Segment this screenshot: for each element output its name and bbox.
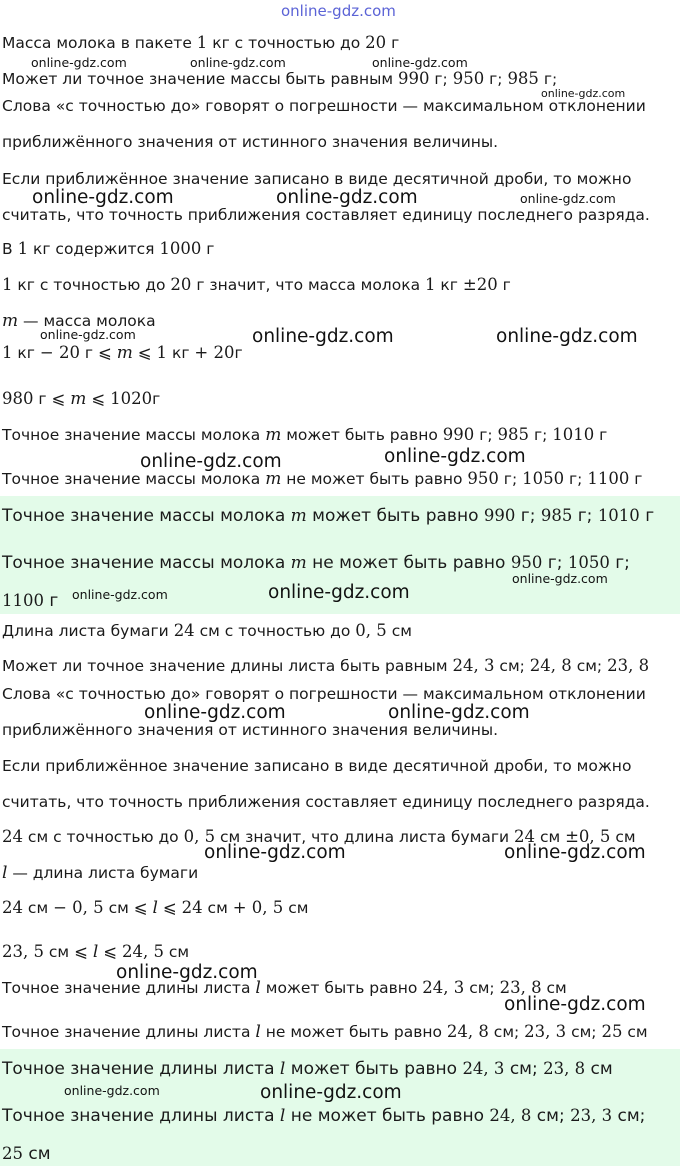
watermark: online-gdz.com	[190, 55, 286, 70]
watermark: online-gdz.com	[384, 446, 526, 467]
watermark: online-gdz.com	[496, 326, 638, 347]
milk-answer-line: Точное значение массы молока m не может быть равно 950 г; 1050 г;	[2, 553, 630, 573]
watermark: online-gdz.com	[268, 582, 410, 603]
watermark: online-gdz.com	[40, 327, 136, 342]
milk-answer-line: Точное значение массы молока m может быть равно 990 г; 985 г; 1010 г	[2, 506, 655, 526]
milk-inequality: 1 кг − 20 г ⩽ m ⩽ 1 кг + 20г	[2, 343, 243, 363]
paper-text-line: l — длина листа бумаги	[2, 863, 199, 883]
watermark: online-gdz.com	[520, 191, 616, 206]
milk-text-line: Точное значение массы молока m не может быть равно 950 г; 1050 г; 1100 г	[2, 469, 643, 489]
milk-text-line: Если приближённое значение записано в виде десятичной дроби, то можно	[2, 170, 632, 188]
paper-text-line: 24 см с точностью до 0, 5 см значит, что длина листа бумаги 24 см ±0, 5 см	[2, 827, 636, 846]
milk-text-line: m — масса молока	[2, 311, 156, 331]
paper-inequality: 23, 5 см ⩽ l ⩽ 24, 5 см	[2, 942, 190, 962]
watermark: online-gdz.com	[388, 702, 530, 723]
paper-question: Может ли точное значение длины листа быть равным 24, 3 см; 24, 8 см; 23, 8	[2, 656, 650, 675]
watermark: online-gdz.com	[260, 1082, 402, 1103]
watermark: online-gdz.com	[31, 55, 127, 70]
watermark: online-gdz.com	[72, 587, 168, 602]
paper-text-line: приближённого значения от истинного значения величины.	[2, 721, 499, 739]
watermark: online-gdz.com	[541, 87, 626, 100]
watermark: online-gdz.com	[144, 702, 286, 723]
site-header-link[interactable]: online-gdz.com	[281, 2, 396, 20]
milk-text-line: приближённого значения от истинного значения величины.	[2, 133, 499, 151]
watermark: online-gdz.com	[32, 187, 174, 208]
watermark: online-gdz.com	[116, 962, 258, 983]
watermark: online-gdz.com	[372, 55, 468, 70]
milk-text-line: Слова «с точностью до» говорят о погрешности — максимальном отклонении	[2, 97, 646, 115]
paper-answer-line: 25 см	[2, 1144, 51, 1164]
paper-condition: Длина листа бумаги 24 см с точностью до 0, 5 см	[2, 621, 412, 640]
milk-text-line: 1 кг с точностью до 20 г значит, что масса молока 1 кг ±20 г	[2, 275, 511, 294]
milk-text-line: считать, что точность приближения составляет единицу последнего разряда.	[2, 206, 650, 224]
watermark: online-gdz.com	[64, 1083, 160, 1098]
paper-text-line: Точное значение длины листа l не может быть равно 24, 8 см; 23, 3 см; 25 см	[2, 1022, 648, 1042]
milk-question: Может ли точное значение массы быть равным 990 г; 950 г; 985 г;	[2, 69, 558, 88]
paper-answer-line: Точное значение длины листа l может быть равно 24, 3 см; 23, 8 см	[2, 1059, 613, 1079]
milk-answer-line: 1100 г	[2, 591, 59, 611]
watermark: online-gdz.com	[276, 187, 418, 208]
paper-text-line: Точное значение длины листа l может быть равно 24, 3 см; 23, 8 см	[2, 978, 567, 998]
paper-answer-line: Точное значение длины листа l не может быть равно 24, 8 см; 23, 3 см;	[2, 1106, 646, 1126]
watermark: online-gdz.com	[204, 842, 346, 863]
watermark: online-gdz.com	[140, 451, 282, 472]
watermark: online-gdz.com	[512, 571, 608, 586]
milk-text-line: В 1 кг содержится 1000 г	[2, 239, 215, 258]
watermark: online-gdz.com	[504, 842, 646, 863]
milk-condition: Масса молока в пакете 1 кг с точностью до 20 г	[2, 33, 400, 52]
paper-text-line: Слова «с точностью до» говорят о погрешности — максимальном отклонении	[2, 685, 646, 703]
paper-text-line: Если приближённое значение записано в виде десятичной дроби, то можно	[2, 757, 632, 775]
milk-inequality: 980 г ⩽ m ⩽ 1020г	[2, 389, 161, 409]
milk-text-line: Точное значение массы молока m может быть равно 990 г; 985 г; 1010 г	[2, 425, 608, 445]
watermark: online-gdz.com	[252, 326, 394, 347]
watermark: online-gdz.com	[504, 994, 646, 1015]
paper-inequality: 24 см − 0, 5 см ⩽ l ⩽ 24 см + 0, 5 см	[2, 898, 309, 918]
paper-text-line: считать, что точность приближения составляет единицу последнего разряда.	[2, 793, 650, 811]
